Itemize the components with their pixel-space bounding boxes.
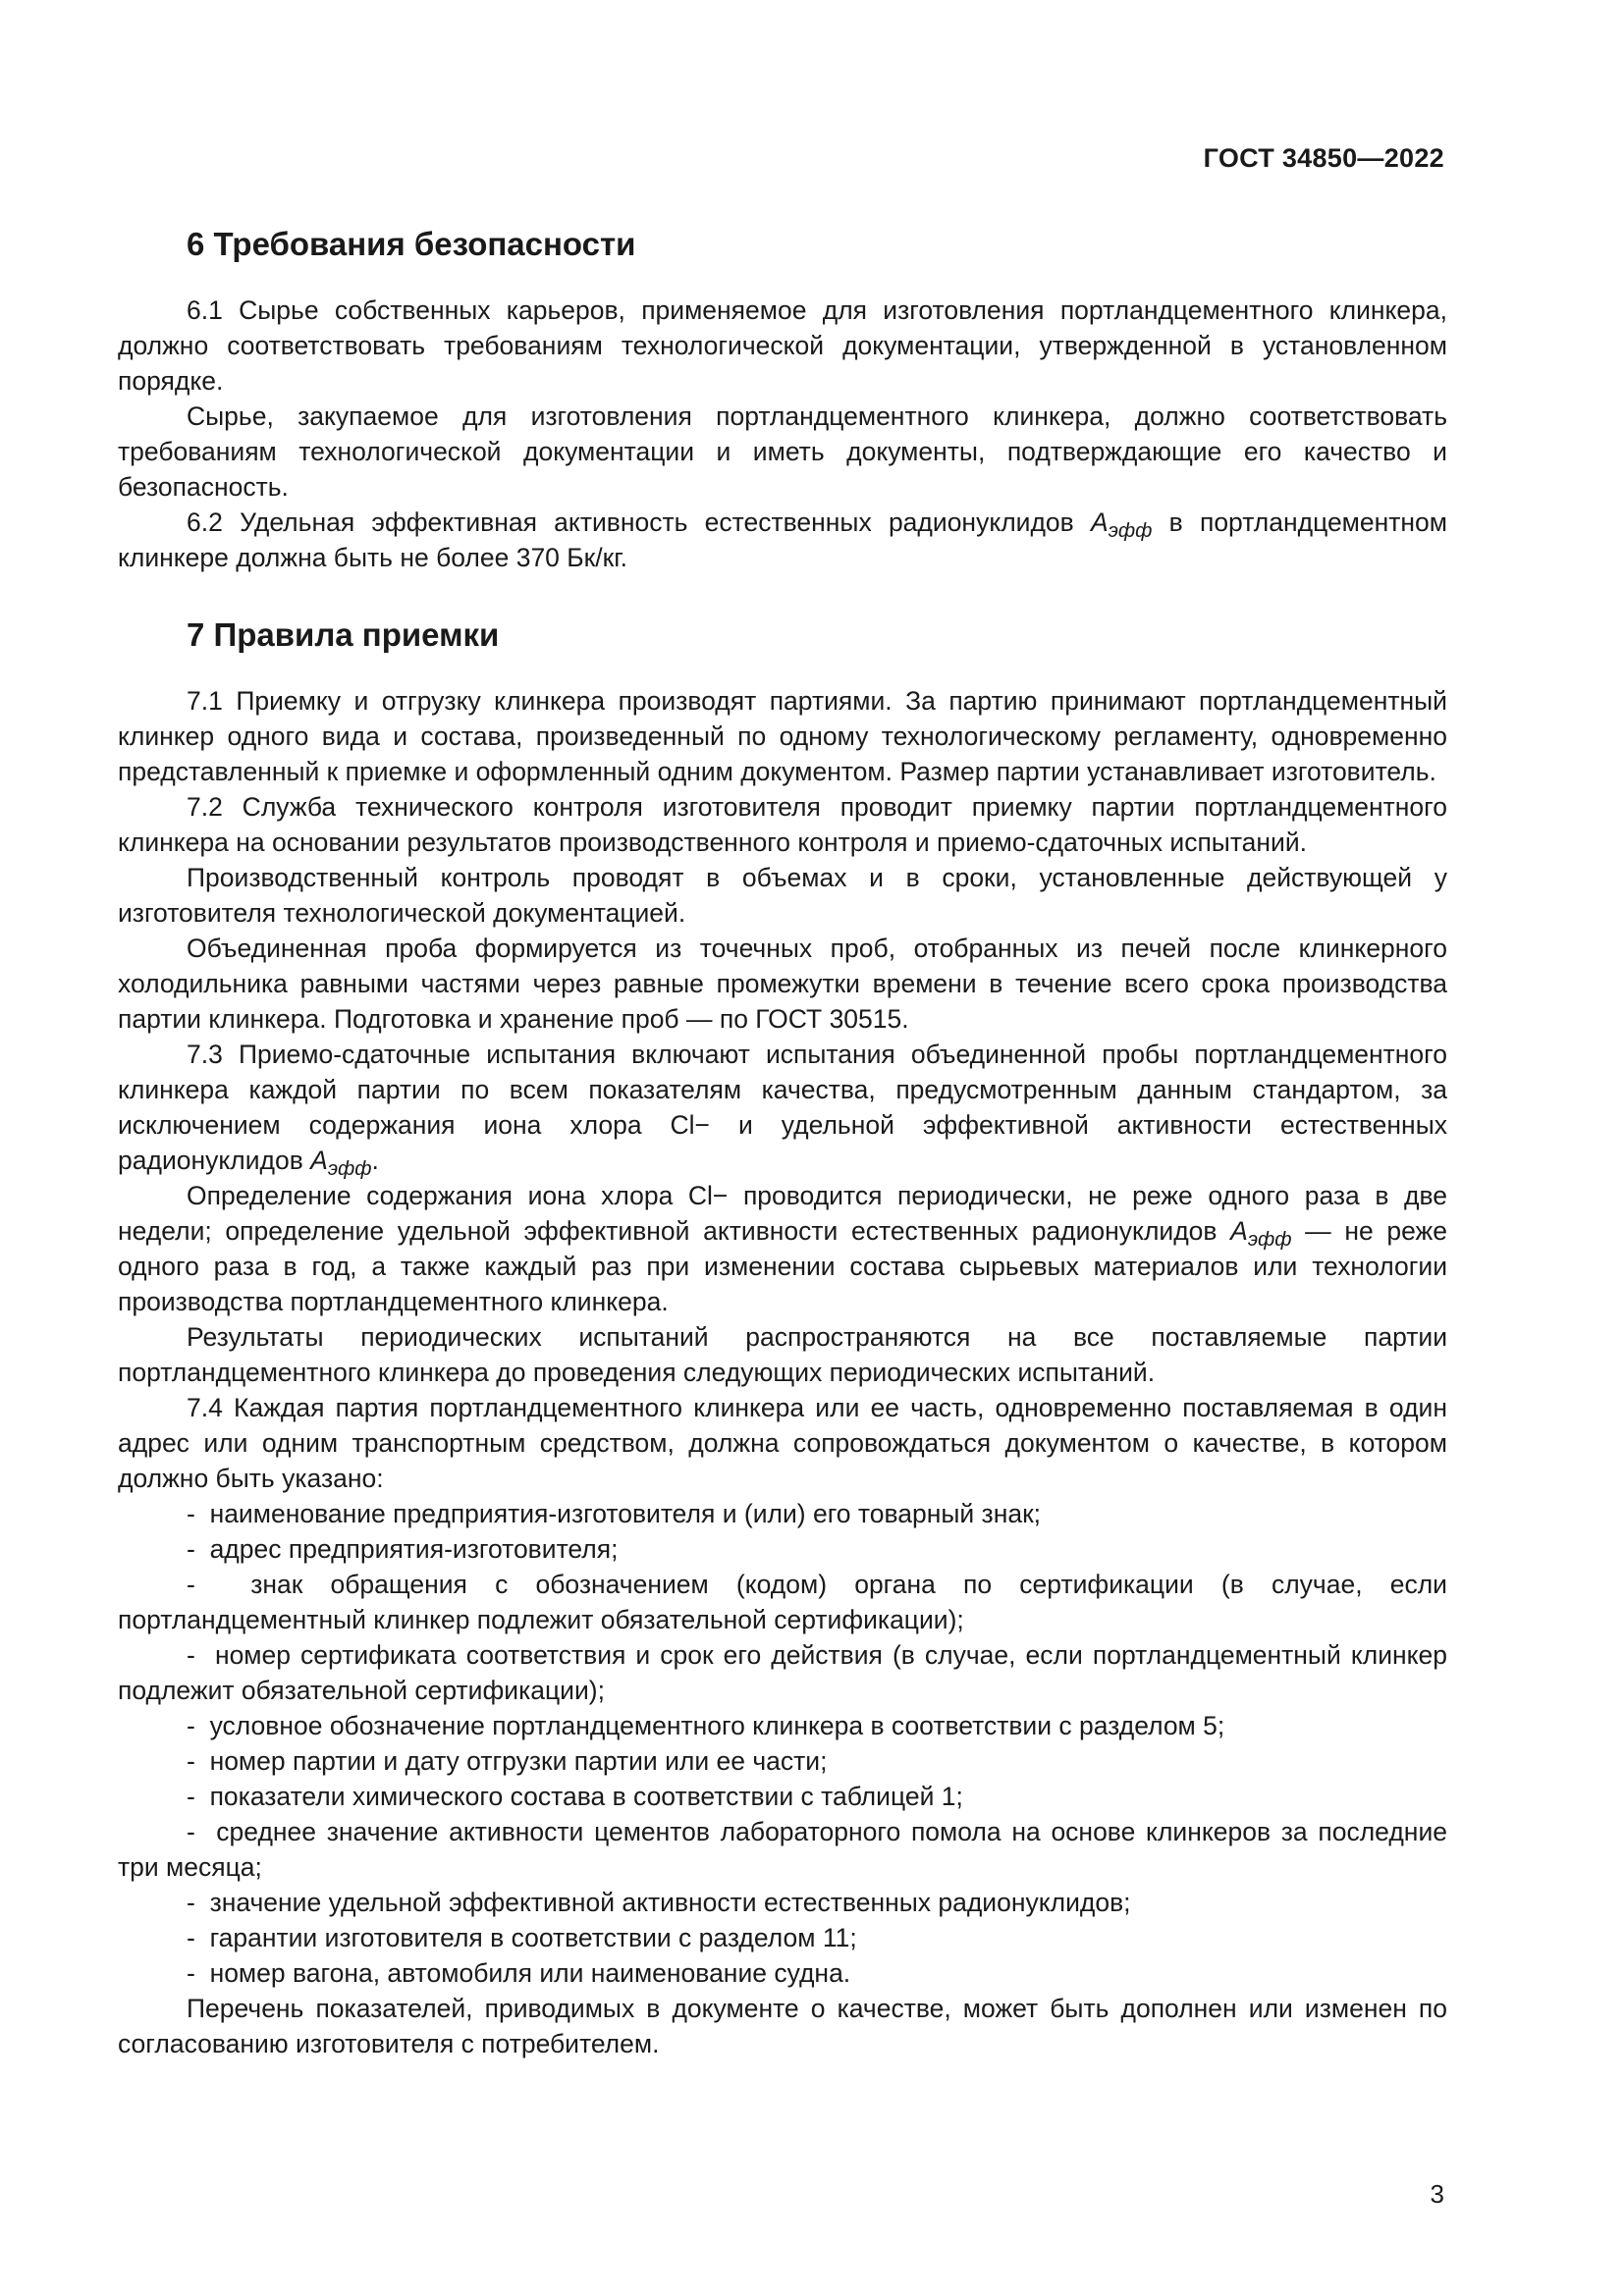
paragraph-7-3-periodic-end: — не реже одного раза в год, а также каждый раз при изменении состава сырьевых материалов или технологии производства портландцементного клинкера. <box>118 1216 1448 1316</box>
paragraph-6-1: 6.1 Сырье собственных карьеров, применяемое для изготовления портландцементного клинкера, должно соответствовать требованиям технологической документации, утвержденной в установленном порядке. <box>118 295 1447 396</box>
paragraph-7-2: 7.2 Служба технического контроля изготовителя проводит приемку партии портландцементного клинкера на основании результатов производственного контроля и приемо-сдаточных испытаний. <box>118 792 1447 857</box>
paragraph-6-2 <box>118 505 1447 575</box>
list-item: - среднее значение активности цементов лабораторного помола на основе клинкеров за последние три месяца; <box>118 1814 1447 1885</box>
paragraph-6-2-text-end: в портландцементном клинкере должна быть не более 370 Бк/кг. <box>118 507 1448 572</box>
symbol-letter: A <box>1230 1216 1248 1246</box>
list-item: - значение удельной эффективной активности естественных радионуклидов; <box>118 1885 1447 1920</box>
symbol-a-eff <box>310 1146 372 1180</box>
list-item: - наименование предприятия-изготовителя и (или) его товарный знак; <box>118 1496 1447 1531</box>
list-item: - номер сертификата соответствия и срок его действия (в случае, если портландцементный клинкер подлежит обязательной сертификации); <box>118 1637 1447 1708</box>
paragraph-7-3-text-start: 7.3 Приемо-сдаточные испытания включают испытания объединенной пробы портландцементного клинкера каждой партии по всем показателям качества, предусмотренным данным стандартом, за исключением содержания иона хлора Cl− и удельной эффективной активности естественных радионуклидов <box>118 1040 1447 1175</box>
symbol-subscript: эфф <box>327 1156 372 1180</box>
paragraph-7-3-periodic-start: Определение содержания иона хлора Cl− проводится периодически, не реже одного раза в две недели; определение удельной эффективной активности естественных радионуклидов <box>118 1181 1447 1246</box>
paragraph-7-1: 7.1 Приемку и отгрузку клинкера производят партиями. За партию принимают портландцементный клинкер одного вида и состава, произведенный по одному технологическому регламенту, одновременно представленный к приемке и оформленный одним документом. Размер партии устанавливает изготовитель. <box>118 686 1447 786</box>
paragraph-7-2-combined-sample: Объединенная проба формируется из точечных проб, отобранных из печей после клинкерного холодильника равными частями через равные промежутки времени в течение всего срока производства партии клинкера. Подготовка и хранение проб — по ГОСТ 30515. <box>118 934 1447 1034</box>
paragraph-7-3-periodic <box>118 1178 1447 1319</box>
section-7-title: 7 Правила приемки <box>187 616 500 653</box>
document-body <box>118 224 1447 2061</box>
quality-document-list <box>118 1496 1447 1991</box>
list-item: - номер вагона, автомобиля или наименование судна. <box>118 1955 1447 1991</box>
paragraph-7-4: 7.4 Каждая партия портландцементного клинкера или ее часть, одновременно поставляемая в один адрес или одним транспортным средством, должна сопровождаться документом о качестве, в котором должно быть указано: <box>118 1393 1447 1493</box>
list-item: - условное обозначение портландцементного клинкера в соответствии с разделом 5; <box>118 1708 1447 1743</box>
paragraph-7-3-text-end: . <box>371 1146 379 1175</box>
symbol-letter: A <box>1091 507 1109 537</box>
paragraph-7-2-production-control: Производственный контроль проводят в объемах и в сроки, установленные действующей у изготовителя технологической документацией. <box>118 863 1447 928</box>
section-6-title: 6 Требования безопасности <box>187 226 636 262</box>
symbol-letter: A <box>310 1146 328 1175</box>
paragraph-6-2-text-start: 6.2 Удельная эффективная активность естественных радионуклидов <box>187 507 1092 537</box>
symbol-a-eff <box>1091 507 1153 542</box>
list-item: - адрес предприятия-изготовителя; <box>118 1531 1447 1567</box>
page-number: 3 <box>1430 2179 1444 2209</box>
symbol-a-eff <box>1230 1216 1292 1251</box>
symbol-subscript: эфф <box>1108 518 1153 542</box>
list-item: - показатели химического состава в соответствии с таблицей 1; <box>118 1779 1447 1814</box>
paragraph-7-3-results: Результаты периодических испытаний распространяются на все поставляемые партии портландцементного клинкера до проведения следующих периодических испытаний. <box>118 1322 1447 1387</box>
paragraph-7-3 <box>118 1037 1447 1178</box>
list-item: - знак обращения с обозначением (кодом) органа по сертификации (в случае, если портландцементный клинкер подлежит обязательной сертификации); <box>118 1567 1447 1637</box>
document-code: ГОСТ 34850—2022 <box>1203 143 1444 173</box>
paragraph-7-4-closing: Перечень показателей, приводимых в документе о качестве, может быть дополнен или изменен по согласованию изготовителя с потребителем. <box>118 1994 1447 2058</box>
symbol-subscript: эфф <box>1247 1227 1292 1251</box>
list-item: - гарантии изготовителя в соответствии с разделом 11; <box>118 1920 1447 1955</box>
list-item: - номер партии и дату отгрузки партии или ее части; <box>118 1743 1447 1779</box>
paragraph-6-1-purchased-raw: Сырье, закупаемое для изготовления портландцементного клинкера, должно соответствовать требованиям технологической документации и иметь документы, подтверждающие его качество и безопасность. <box>118 401 1447 502</box>
